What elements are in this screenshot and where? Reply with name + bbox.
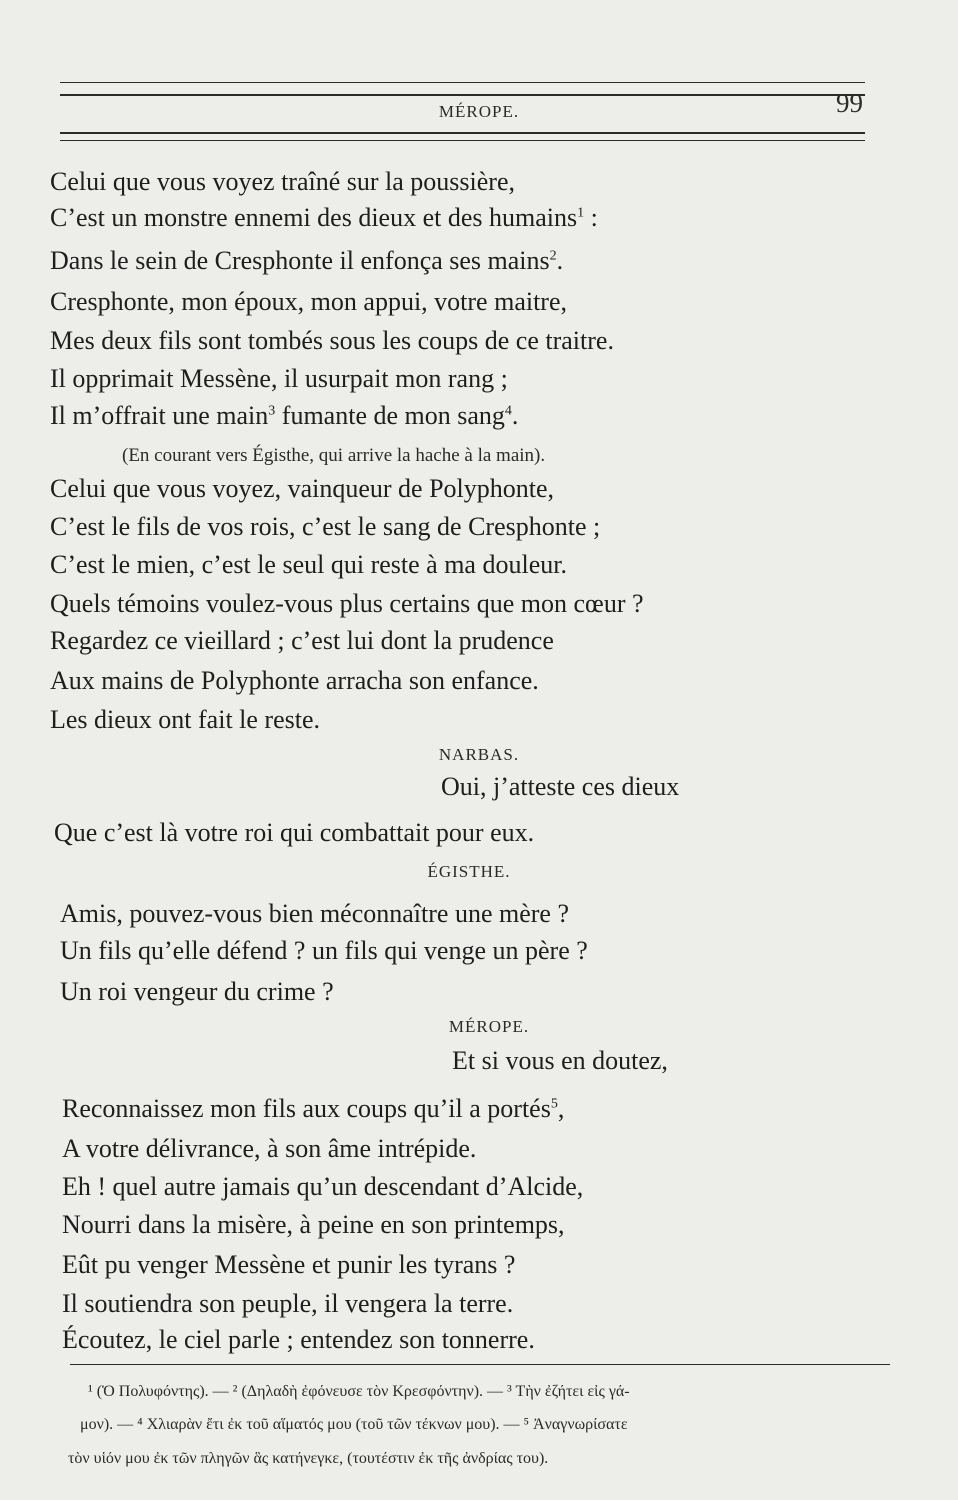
verse-line: Il opprimait Messène, il usurpait mon rang ;	[50, 364, 508, 393]
verse-line: Regardez ce vieillard ; c’est lui dont la prudence	[50, 626, 554, 655]
verse-line: Et si vous en doutez,	[452, 1046, 668, 1075]
running-title: MÉROPE.	[438, 102, 520, 121]
verse-line: Amis, pouvez-vous bien méconnaître une mère ?	[60, 899, 569, 928]
footnote-line: τὸν υἱόν μου ἐκ τῶν πληγῶν ἃς κατήνεγκε, (τουτέστιν ἐκ τῆς ἀνδρίας του).	[68, 1450, 549, 1467]
verse-line: Un roi vengeur du crime ?	[60, 977, 334, 1006]
verse-line: Quels témoins voulez-vous plus certains que mon cœur ?	[50, 589, 644, 618]
verse-line: Cresphonte, mon époux, mon appui, votre maitre,	[50, 287, 568, 316]
verse-line: A votre délivrance, à son âme intrépide.	[62, 1134, 477, 1163]
verse-line: Un fils qu’elle défend ? un fils qui venge un père ?	[60, 936, 588, 965]
speaker-name: NARBAS.	[438, 745, 520, 764]
speaker-name: MÉROPE.	[448, 1017, 530, 1036]
verse-line: Oui, j’atteste ces dieux	[441, 772, 680, 801]
header-rule-top-2	[60, 94, 865, 96]
footnote-ref: 5	[550, 1096, 558, 1112]
stage-direction: (En courant vers Égisthe, qui arrive la hache à la main).	[122, 445, 546, 466]
header-rule-bottom-1	[60, 132, 865, 134]
verse-line: C’est le mien, c’est le seul qui reste à ma douleur.	[50, 550, 567, 579]
verse-line: Que c’est là votre roi qui combattait pour eux.	[54, 818, 535, 847]
verse-line: C’est le fils de vos rois, c’est le sang de Cresphonte ;	[50, 512, 601, 541]
footnote-rule	[70, 1364, 890, 1365]
verse-line: Celui que vous voyez traîné sur la poussière,	[50, 167, 515, 196]
footnote-ref: 2	[549, 248, 557, 264]
verse-line: Dans le sein de Cresphonte il enfonça ses mains$^2$.	[50, 246, 564, 275]
verse-line: Aux mains de Polyphonte arracha son enfance.	[50, 666, 539, 695]
footnote-ref: 3	[268, 403, 276, 419]
verse-line: Nourri dans la misère, à peine en son printemps,	[62, 1210, 565, 1239]
speaker-name: ÉGISTHE.	[427, 862, 511, 881]
verse-line: Il m’offrait une main$^3$ fumante de mon sang$^4$.	[50, 401, 519, 430]
verse-line: Celui que vous voyez, vainqueur de Polyphonte,	[50, 474, 555, 503]
header-rule-bottom-2	[60, 140, 865, 141]
page-number: 99	[836, 88, 863, 118]
verse-line: C’est un monstre ennemi des dieux et des humains$^1$ :	[50, 203, 598, 232]
footnote-ref: 4	[504, 403, 512, 419]
footnote-line: μον). — ⁴ Χλιαρὰν ἔτι ἐκ τοῦ αἵματός μου (τοῦ τῶν τέκνων μου). — ⁵ Ἀναγνωρίσατε	[80, 1416, 628, 1433]
verse-line: Mes deux fils sont tombés sous les coups de ce traitre.	[50, 326, 614, 355]
verse-line: Il soutiendra son peuple, il vengera la terre.	[62, 1289, 514, 1318]
verse-line: Reconnaissez mon fils aux coups qu’il a portés$^5$,	[62, 1094, 565, 1123]
header-rule-top-1	[60, 82, 865, 83]
verse-line: Eh ! quel autre jamais qu’un descendant d’Alcide,	[62, 1172, 584, 1201]
verse-line: Eût pu venger Messène et punir les tyrans ?	[62, 1250, 516, 1279]
verse-line: Écoutez, le ciel parle ; entendez son tonnerre.	[62, 1325, 535, 1354]
verse-line: Les dieux ont fait le reste.	[50, 705, 321, 734]
footnote-line: ¹ (Ὁ Πολυφόντης). — ² (Δηλαδὴ ἐφόνευσε τὸν Κρεσφόντην). — ³ Τὴν ἐζήτει εἰς γά-	[88, 1383, 630, 1400]
footnote-ref: 1	[577, 205, 585, 221]
